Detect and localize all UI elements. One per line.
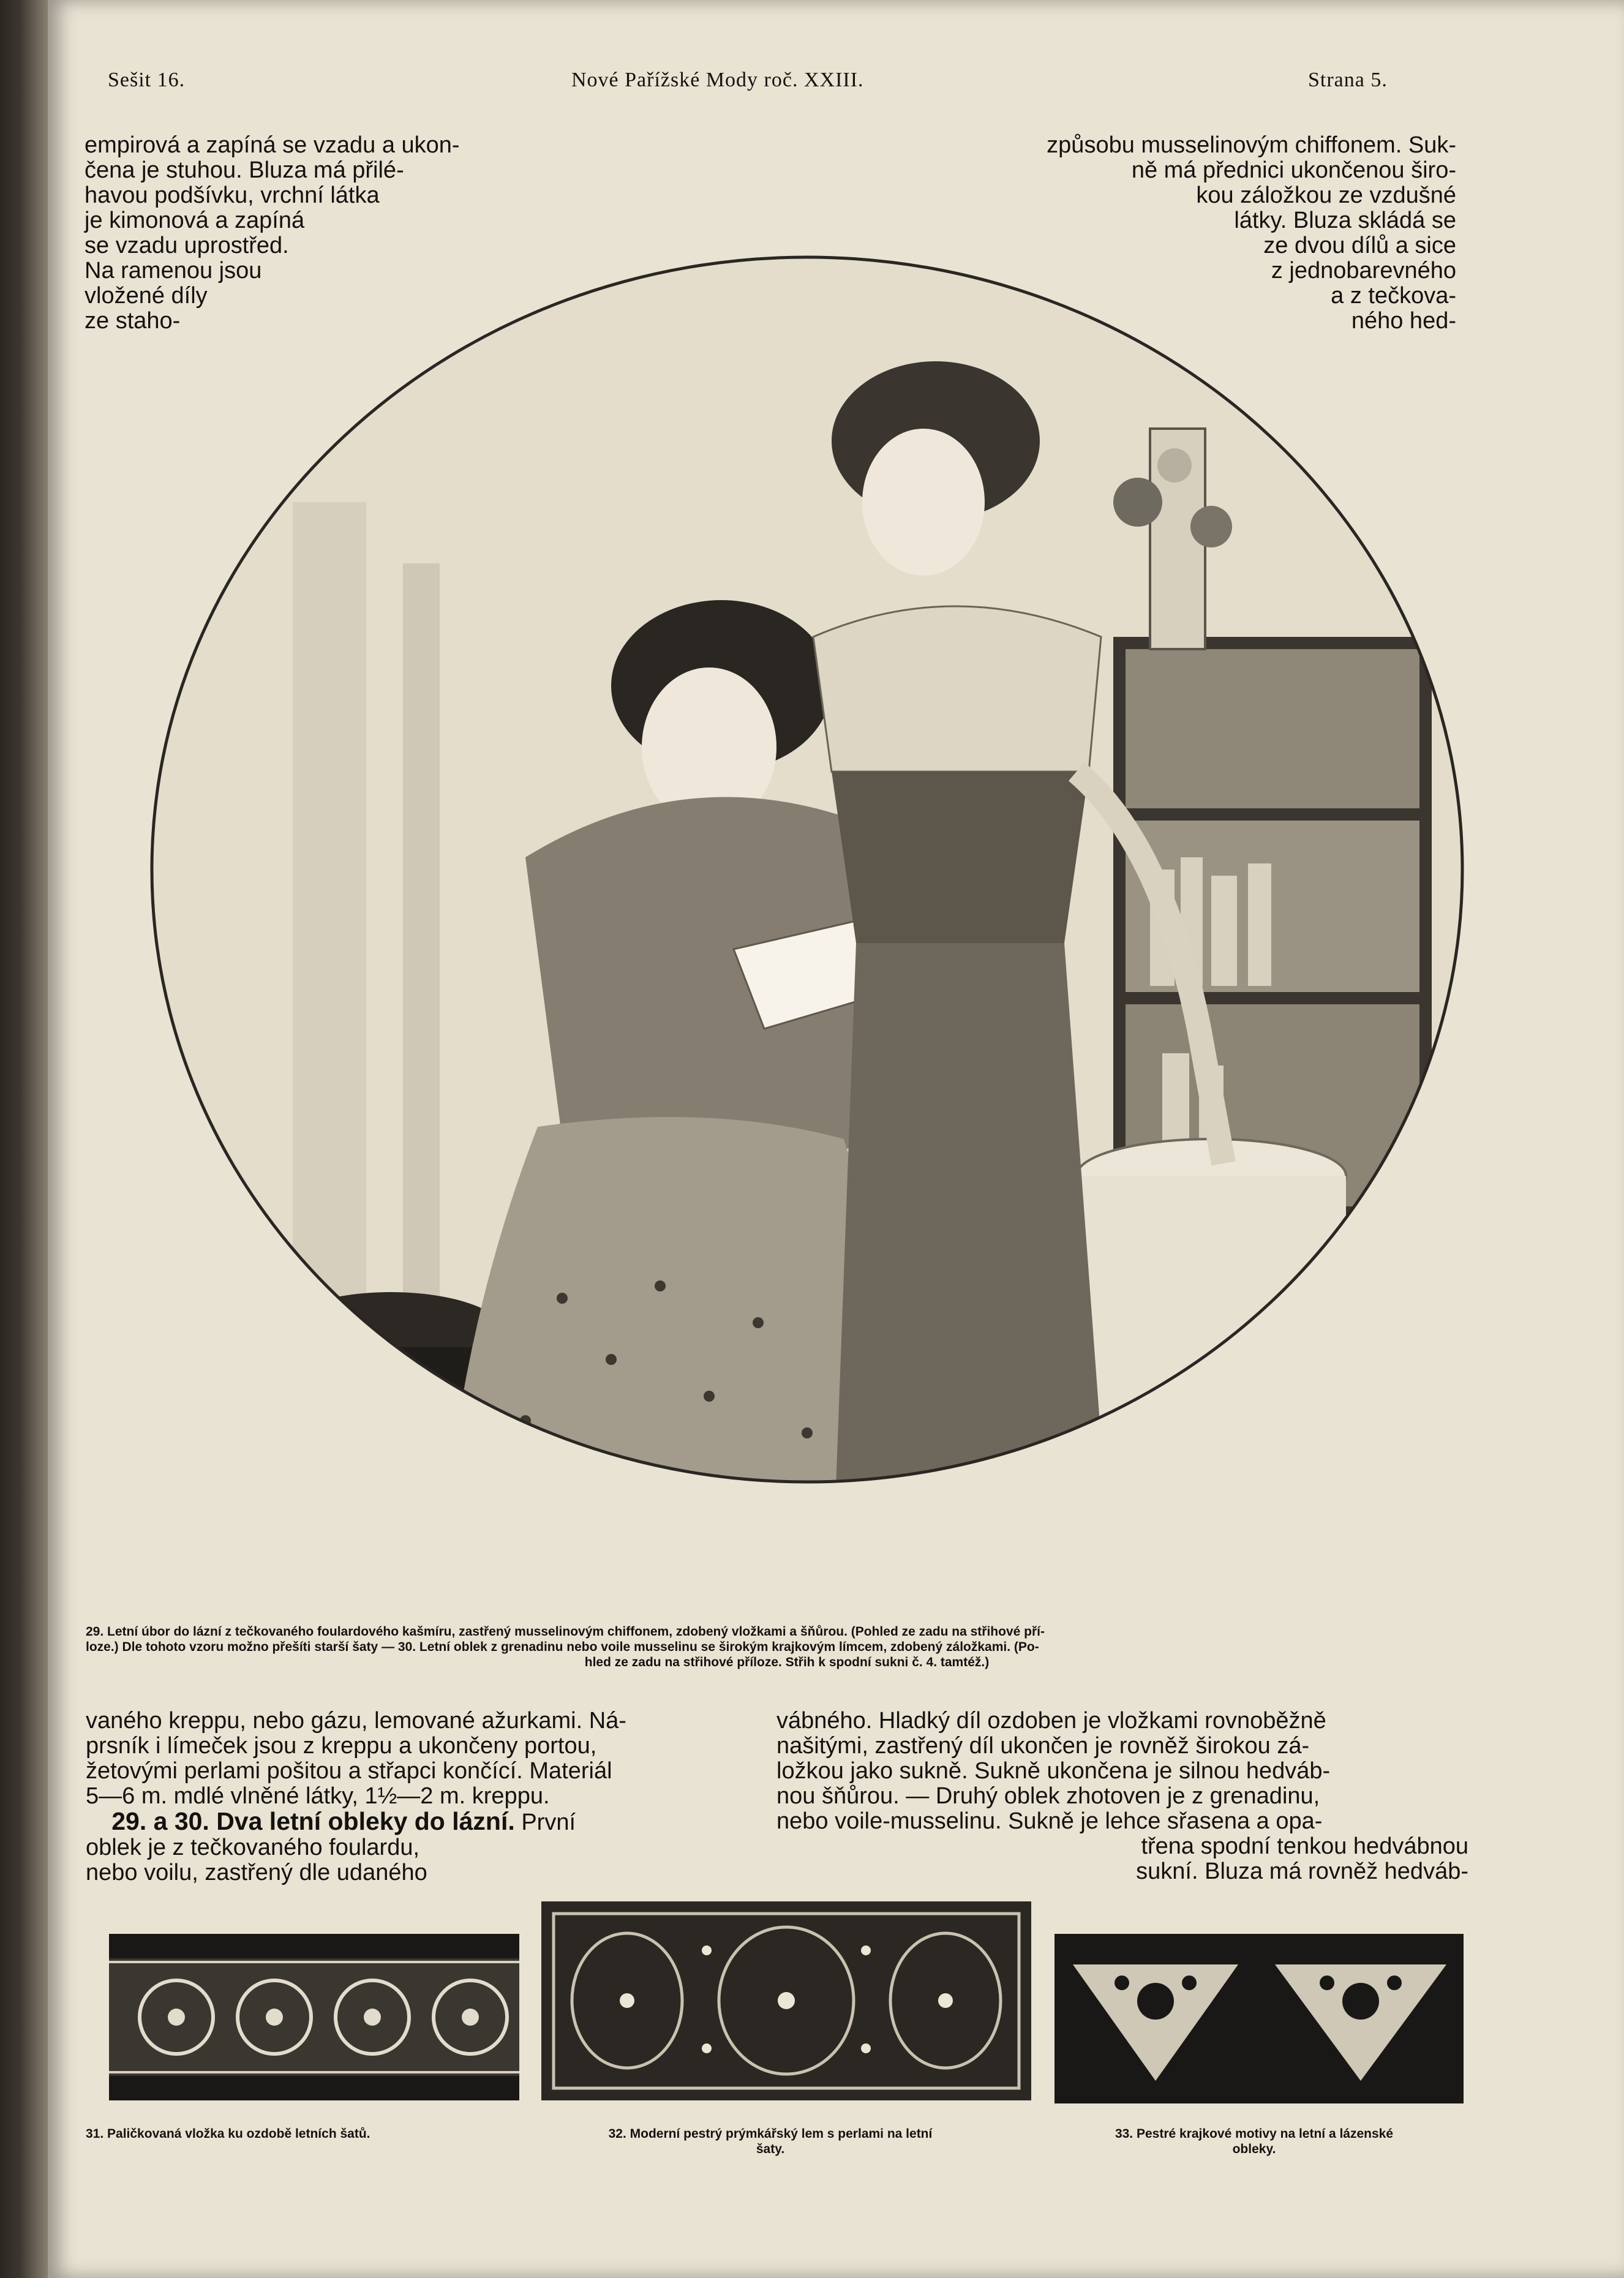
section-heading: 29. a 30. Dva letní obleky do lázní.	[111, 1807, 515, 1835]
text-top-left: empirová a zapíná se vzadu a ukon- čena je stuhou. Bluza má přilé- havou podšívku, vrchní látka je kimonová a zapíná se vzadu uprostřed. Na ramenou jsou vložené díly ze staho-	[85, 132, 460, 334]
main-caption: 29. Letní úbor do lázní z tečkovaného foulardového kašmíru, zastřený musselinovým chiffonem, zdobený vložkami a šňůrou. (Pohled ze zadu na střihové pří- loze.) Dle tohoto vzoru možno přešíti starší šaty — 30. Letní oblek z grenadinu nebo voile musselinu se širokým krajkovým límcem, zdobený záložkami. (Po- hled ze zadu na střihové příloze. Střih k spodní sukni č. 4. tamtéž.)	[86, 1625, 1045, 1669]
fashion-illustration-oval	[60, 132, 1554, 1617]
header-page-number: Strana 5.	[1308, 69, 1388, 91]
caption-33: 33. Pestré krajkové motivy na letní a lázenské obleky.	[1115, 2127, 1394, 2156]
section-heading-line: 29. a 30. Dva letní obleky do lázní. První	[111, 1807, 576, 1835]
lace-insertion-image	[109, 1934, 519, 2100]
text-col-left: vaného kreppu, nebo gázu, lemované ažurkami. Ná- prsník i límeček jsou z kreppu a ukončeny portou, žetovými perlami pošitou a střapci končící. Materiál 5—6 m. mdlé vlněné látky, 1½—2 m. kreppu. 29. a 30. Dva letní obleky do lázní. První oblek je z tečkovaného foulardu, nebo voilu, zastřený dle udaného	[86, 1708, 796, 1885]
caption-32: 32. Moderní pestrý prýmkářský lem s perlami na letní šaty.	[608, 2127, 933, 2156]
book-spine	[0, 0, 50, 2278]
header-issue: Sešit 16.	[108, 69, 186, 91]
caption-31: 31. Paličkovaná vložka ku ozdobě letních šatů.	[86, 2127, 370, 2141]
pearl-trimming-image	[541, 1901, 1031, 2100]
text-col-right: vábného. Hladký díl ozdoben je vložkami rovnoběžně našitými, zastřený díl ukončen je rovněž širokou zá- ložkou jako sukně. Sukně ukončena je silnou hedváb- nou šňůrou. — Druhý oblek zhotoven je z grenadinu, nebo voile-musselinu. Sukně je lehce sřasena a opa- třena spodní tenkou hedvábnou sukní. Bluza má rovněž hedváb-	[776, 1708, 1468, 1884]
header-title: Nové Pařížské Mody roč. XXIII.	[571, 69, 864, 91]
magazine-page	[48, 0, 1624, 2278]
lace-motifs-image	[1054, 1934, 1464, 2103]
text-top-right: způsobu musselinovým chiffonem. Suk- ně má přednici ukončenou širo- kou záložkou ze vzdušné látky. Bluza skládá se ze dvou dílů a sice z jednobarevného a z tečkova- ného hed-	[1047, 132, 1456, 334]
